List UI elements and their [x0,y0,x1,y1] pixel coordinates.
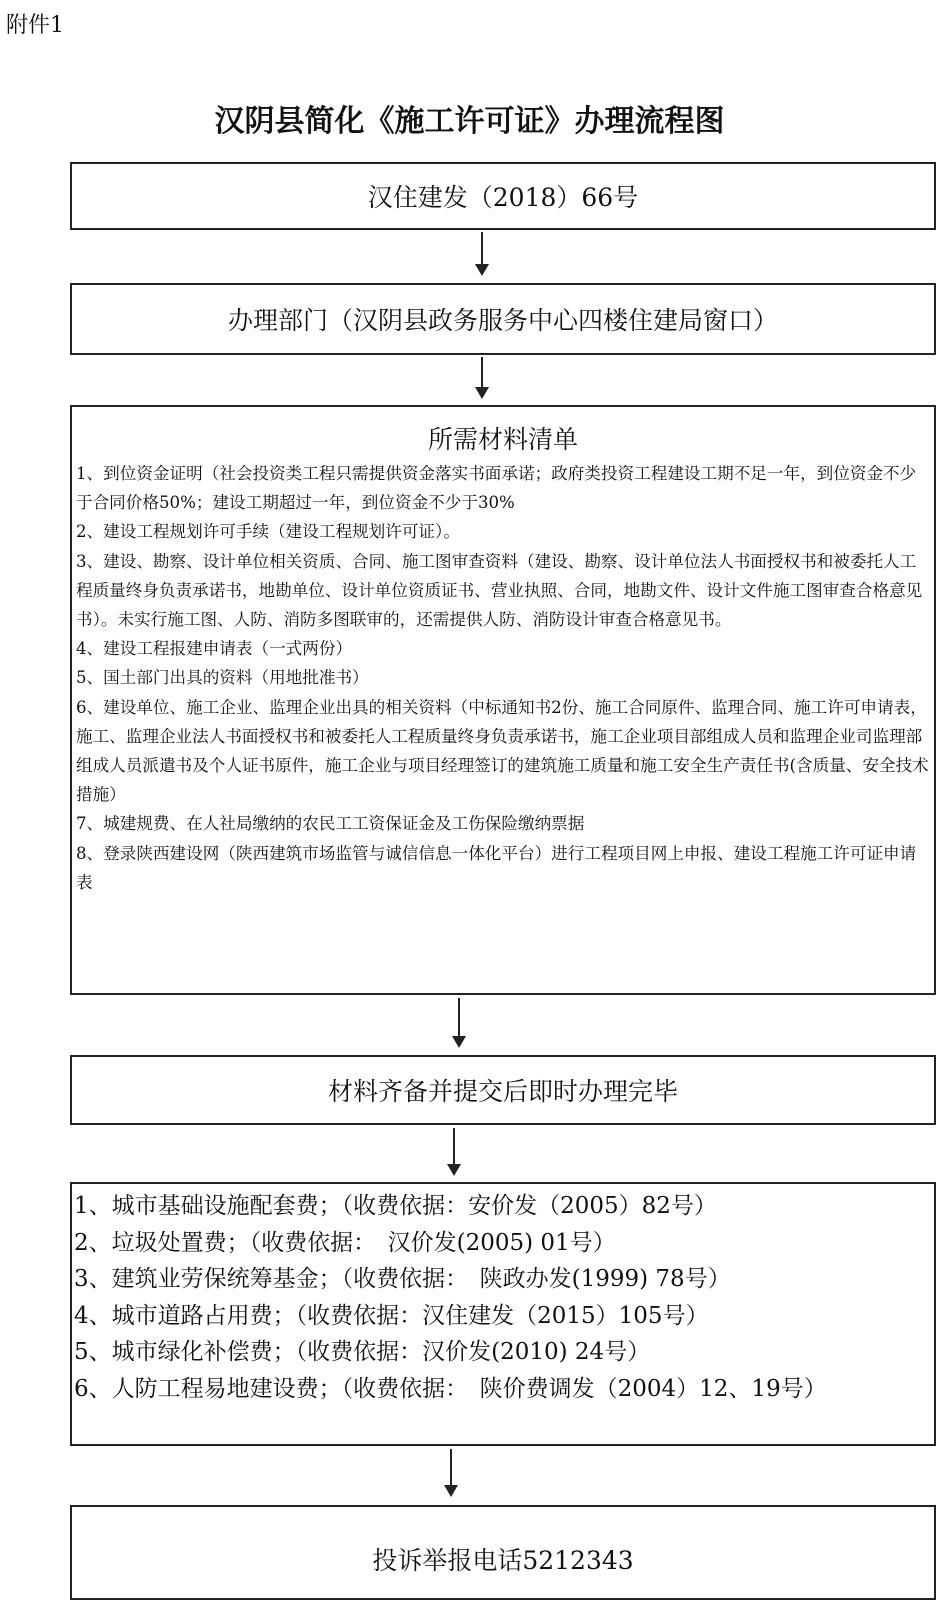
fee-item: 1、城市基础设施配套费；（收费依据：安价发（2005）82号） [74,1193,717,1219]
fee-item: 5、城市绿化补偿费；（收费依据：汉价发(2010) 24号） [74,1339,651,1365]
materials-item: 1、到位资金证明（社会投资类工程只需提供资金落实书面承诺；政府类投资工程建设工期不足一年，到位资金不少于合同价格50%；建设工期超过一年，到位资金不少于30% [76,464,917,513]
materials-item: 2、建设工程规划许可手续（建设工程规划许可证）。 [76,522,460,542]
step-document-number-text: 汉住建发（2018）66号 [367,183,639,212]
step-department [70,283,936,355]
complaint-phone: 投诉举报电话5212343 [372,1545,634,1575]
flow-arrow-1 [481,232,483,274]
flow-arrow-4 [453,1128,455,1174]
flow-arrow-3 [458,998,460,1046]
step-processing [70,1055,936,1125]
materials-list-box [70,405,936,995]
materials-list [72,455,934,897]
step-department-text: 办理部门（汉阴县政务服务中心四楼住建局窗口） [227,306,778,335]
attachment-label: 附件1 [6,13,64,38]
fees-list [72,1184,934,1407]
fee-item: 4、城市道路占用费；（收费依据：汉住建发（2015）105号） [74,1302,709,1329]
flow-arrow-5 [450,1449,452,1495]
step-processing-text: 材料齐备并提交后即时办理完毕 [327,1077,678,1106]
materials-item: 4、建设工程报建申请表（一式两份） [76,639,353,659]
materials-item: 6、建设单位、施工企业、监理企业出具的相关资料（中标通知书2份、施工合同原件、监理合同、施工许可申请表，施工、监理企业法人书面授权书和被委托人工程质量终身负责承诺书，施工企业项目部组成人员和监理企业司监理部组成人员派遣书及个人证书原件，施工企业与项目经理签订的建筑施工质量和施工安全生产责任书(含质量、安全技术措施） [76,697,929,805]
fee-item: 3、建筑业劳保统筹基金；（收费依据： 陕政办发(1999) 78号） [74,1266,731,1292]
fee-item: 6、人防工程易地建设费；（收费依据： 陕价费调发（2004）12、19号） [74,1375,827,1402]
materials-item: 3、建设、勘察、设计单位相关资质、合同、施工图审查资料（建设、勘察、设计单位法人书面授权书和被委托人工程质量终身负责承诺书，地勘单位、设计单位资质证书、营业执照、合同，地勘文件、设计文件施工图审查合格意见书）。未实行施工图、人防、消防多图联审的，还需提供人防、消防设计审查合格意见书。 [76,551,923,630]
materials-item: 7、城建规费、在人社局缴纳的农民工工资保证金及工伤保险缴纳票据 [76,814,585,834]
fee-item: 2、垃圾处置费；（收费依据： 汉价发(2005) 01号） [74,1229,616,1256]
complaint-box [70,1505,936,1600]
page-title: 汉阴县简化《施工许可证》办理流程图 [214,104,725,139]
materials-item: 5、国土部门出具的资料（用地批准书） [76,668,369,688]
flow-arrow-2 [481,357,483,397]
fees-box [70,1182,936,1446]
step-document-number [70,162,936,230]
materials-item: 8、登录陕西建设网（陕西建筑市场监管与诚信信息一体化平台）进行工程项目网上申报、建设工程施工许可证申请表 [76,843,917,892]
materials-heading: 所需材料清单 [427,425,578,454]
